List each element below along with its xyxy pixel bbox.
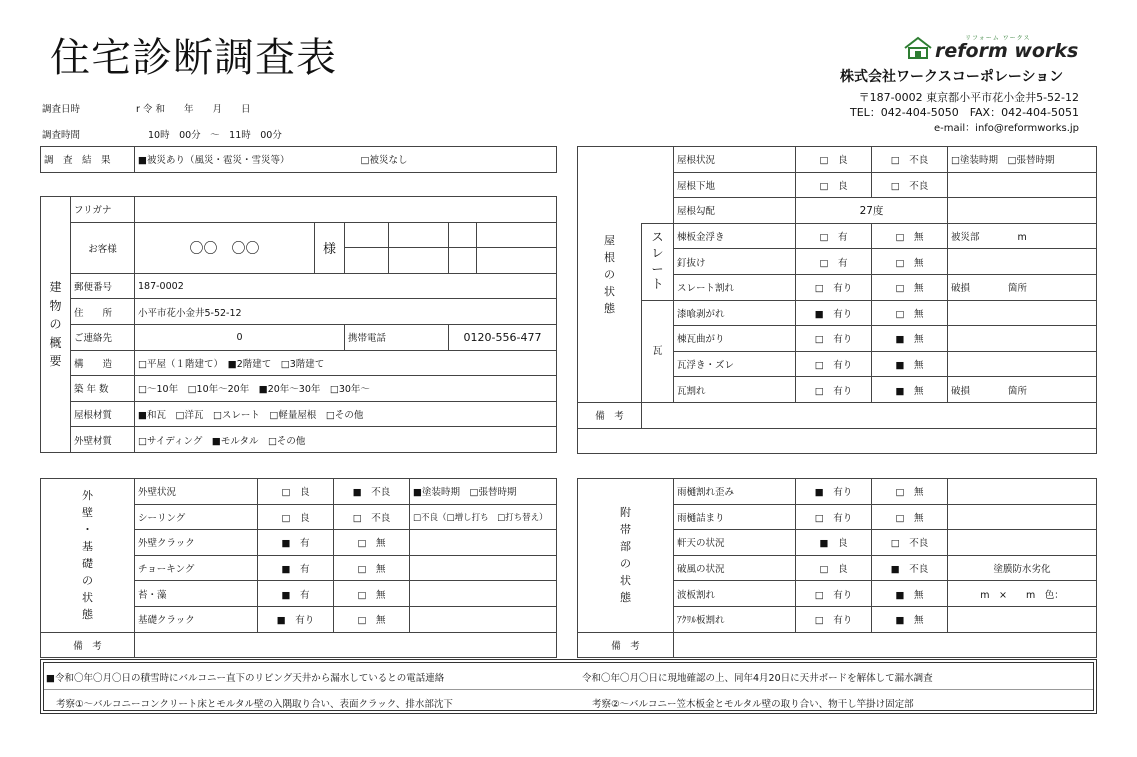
roof-remarks-field[interactable] bbox=[642, 402, 1097, 428]
roof-item: 釘抜け bbox=[674, 249, 796, 275]
roof-check-b[interactable]: □ 不良 bbox=[872, 147, 948, 173]
customer-extra-8[interactable] bbox=[477, 248, 557, 274]
attached-check-b[interactable]: □ 無 bbox=[872, 504, 948, 530]
wall-check-b[interactable]: □ 無 bbox=[334, 581, 410, 607]
roof-check-a[interactable]: □ 有り bbox=[796, 377, 872, 403]
building-table bbox=[40, 196, 557, 453]
time-value: 10時 00分 ～ 11時 00分 bbox=[148, 130, 282, 141]
wall-item: チョーキング bbox=[135, 555, 258, 581]
roof-remarks-label: 備 考 bbox=[578, 402, 642, 428]
attached-item: 破風の状況 bbox=[674, 555, 796, 581]
roof-check-c[interactable] bbox=[948, 172, 1097, 198]
wall-item: 外壁クラック bbox=[135, 530, 258, 556]
age-options[interactable]: □～10年 □10年～20年 ■20年～30年 □30年～ bbox=[135, 376, 557, 402]
roof-check-b[interactable]: □ 無 bbox=[872, 300, 948, 326]
attached-check-b[interactable]: □ 不良 bbox=[872, 530, 948, 556]
roof-check-a[interactable]: □ 良 bbox=[796, 147, 872, 173]
wall-check-c[interactable]: □不良（□増し打ち □打ち替え） bbox=[410, 504, 557, 530]
customer-extra-6[interactable] bbox=[389, 248, 449, 274]
page-title: 住宅診断調査表 bbox=[50, 35, 337, 81]
mobile-field[interactable]: 0120-556-477 bbox=[449, 324, 557, 350]
attached-check-a[interactable]: ■ 良 bbox=[796, 530, 872, 556]
wall-check-c[interactable] bbox=[410, 606, 557, 632]
customer-name[interactable]: 〇〇 〇〇 bbox=[135, 222, 315, 273]
customer-extra-3[interactable] bbox=[449, 222, 477, 248]
attached-check-c[interactable]: 塗膜防水劣化 bbox=[948, 555, 1097, 581]
roof-item: 棟瓦曲がり bbox=[674, 326, 796, 352]
roof-check-b[interactable]: ■ 無 bbox=[872, 326, 948, 352]
customer-label: お客様 bbox=[71, 222, 135, 273]
attached-check-a[interactable]: □ 良 bbox=[796, 555, 872, 581]
attached-item: 波板割れ bbox=[674, 581, 796, 607]
roof-check-b[interactable]: ■ 無 bbox=[872, 377, 948, 403]
roof-item: 屋根下地 bbox=[674, 172, 796, 198]
roof-check-c[interactable]: □塗装時期 □張替時期 bbox=[948, 147, 1097, 173]
date-label: 調査日時 bbox=[42, 104, 81, 115]
wall-remarks-field[interactable] bbox=[135, 632, 557, 658]
survey-label: 調 査 結 果 bbox=[41, 147, 135, 173]
wall-material-options[interactable]: □サイディング ■モルタル □その他 bbox=[135, 427, 557, 453]
contact-field[interactable]: 0 bbox=[135, 324, 345, 350]
attached-check-b[interactable]: ■ 無 bbox=[872, 581, 948, 607]
wall-item: 苔・藻 bbox=[135, 581, 258, 607]
roof-check-b[interactable]: □ 無 bbox=[872, 249, 948, 275]
structure-label: 構 造 bbox=[71, 350, 135, 376]
roof-item: スレート割れ bbox=[674, 274, 796, 300]
notes-separator bbox=[44, 689, 1093, 690]
slate-label: ス レ ー ト bbox=[642, 223, 674, 300]
note-line-2-right: 考察②～バルコニー笠木板金とモルタル壁の取り合い、物干し竿掛け固定部 bbox=[592, 699, 914, 710]
attached-check-c[interactable] bbox=[948, 530, 1097, 556]
roof-check-a[interactable]: □ 有り bbox=[796, 351, 872, 377]
roof-check-a[interactable]: □ 良 bbox=[796, 172, 872, 198]
attached-check-a[interactable]: □ 有り bbox=[796, 504, 872, 530]
roof-check-c[interactable] bbox=[948, 249, 1097, 275]
contact-label: ご連絡先 bbox=[71, 324, 135, 350]
attached-item: 雨樋割れ歪み bbox=[674, 479, 796, 505]
wall-check-b[interactable]: □ 無 bbox=[334, 606, 410, 632]
customer-extra-7[interactable] bbox=[449, 248, 477, 274]
roof-check-a[interactable]: □ 有り bbox=[796, 326, 872, 352]
attached-check-b[interactable]: ■ 不良 bbox=[872, 555, 948, 581]
address-label: 住 所 bbox=[71, 299, 135, 325]
roof-check-c[interactable] bbox=[948, 198, 1097, 224]
roof-section-label: 屋 根 の 状 態 bbox=[578, 147, 642, 403]
wall-check-b[interactable]: ■ 不良 bbox=[334, 479, 410, 505]
wall-check-b[interactable]: □ 無 bbox=[334, 530, 410, 556]
wall-remarks-label: 備 考 bbox=[41, 632, 135, 658]
roof-item: 漆喰剥がれ bbox=[674, 300, 796, 326]
roof-check-a[interactable]: □ 有り bbox=[796, 274, 872, 300]
roof-check-c[interactable] bbox=[948, 300, 1097, 326]
date-value: r 令 和 年 月 日 bbox=[136, 104, 251, 115]
wall-check-a[interactable]: ■ 有 bbox=[258, 581, 334, 607]
roof-state-table bbox=[577, 146, 1097, 454]
roof-check-c[interactable]: 破損 箇所 bbox=[948, 377, 1097, 403]
roof-item: 棟板金浮き bbox=[674, 223, 796, 249]
survey-option-none[interactable]: □被災なし bbox=[358, 147, 557, 173]
wall-check-c[interactable] bbox=[410, 555, 557, 581]
attached-check-b[interactable]: ■ 無 bbox=[872, 606, 948, 632]
wall-check-c[interactable]: ■塗装時期 □張替時期 bbox=[410, 479, 557, 505]
roof-item: 瓦浮き・ズレ bbox=[674, 351, 796, 377]
company-email: e-mail：info@reformworks.jp bbox=[933, 123, 1079, 134]
note-line-1-left: ■令和〇年〇月〇日の積雪時にバルコニー直下のリビング天井から漏水しているとの電話連絡 bbox=[46, 673, 445, 684]
customer-extra-4[interactable] bbox=[477, 222, 557, 248]
attached-state-table bbox=[577, 478, 1097, 658]
note-line-2-left: 考察①～バルコニーコンクリート床とモルタル壁の入隅取り合い、表面クラック、排水部沈下 bbox=[56, 699, 453, 710]
company-name: 株式会社ワークスコーポレーション bbox=[840, 69, 1064, 85]
attached-check-a[interactable]: ■ 有り bbox=[796, 479, 872, 505]
roof-spacer bbox=[642, 147, 674, 224]
wall-check-a[interactable]: ■ 有り bbox=[258, 606, 334, 632]
customer-extra-2[interactable] bbox=[389, 222, 449, 248]
roof-check-b[interactable]: ■ 無 bbox=[872, 351, 948, 377]
roof-material-label: 屋根材質 bbox=[71, 401, 135, 427]
age-label: 築 年 数 bbox=[71, 376, 135, 402]
roof-item: 瓦割れ bbox=[674, 377, 796, 403]
wall-state-table bbox=[40, 478, 557, 658]
notes-box bbox=[40, 659, 1097, 714]
roof-check-c[interactable]: 破損 箇所 bbox=[948, 274, 1097, 300]
postal-label: 郵便番号 bbox=[71, 273, 135, 299]
survey-result-table bbox=[40, 146, 557, 173]
roof-check-b[interactable]: □ 無 bbox=[872, 274, 948, 300]
wall-check-a[interactable]: ■ 有 bbox=[258, 555, 334, 581]
roof-pitch-value[interactable]: 27度 bbox=[796, 198, 948, 224]
furigana-field[interactable] bbox=[135, 197, 557, 223]
roof-check-a[interactable]: □ 有 bbox=[796, 223, 872, 249]
time-label: 調査時間 bbox=[42, 130, 81, 141]
attached-remarks-label: 備 考 bbox=[578, 632, 674, 658]
attached-section-label: 附 帯 部 の 状 態 bbox=[578, 479, 674, 633]
wall-check-a[interactable]: □ 良 bbox=[258, 479, 334, 505]
attached-check-c[interactable] bbox=[948, 606, 1097, 632]
postal-field[interactable]: 187-0002 bbox=[135, 273, 557, 299]
attached-check-c[interactable]: m × m 色： bbox=[948, 581, 1097, 607]
attached-check-b[interactable]: □ 無 bbox=[872, 479, 948, 505]
attached-remarks-field[interactable] bbox=[674, 632, 1097, 658]
customer-extra-5[interactable] bbox=[345, 248, 389, 274]
wall-material-label: 外壁材質 bbox=[71, 427, 135, 453]
house-logo-icon bbox=[903, 36, 933, 60]
wall-item: 基礎クラック bbox=[135, 606, 258, 632]
logo: reform works bbox=[935, 40, 1079, 62]
wall-item: シーリング bbox=[135, 504, 258, 530]
attached-check-a[interactable]: □ 有り bbox=[796, 581, 872, 607]
attached-check-c[interactable] bbox=[948, 504, 1097, 530]
logo-subtitle: リフォーム ワークス bbox=[965, 35, 1031, 42]
roof-item: 屋根勾配 bbox=[674, 198, 796, 224]
roof-check-a[interactable]: □ 有 bbox=[796, 249, 872, 275]
kawara-label: 瓦 bbox=[642, 300, 674, 402]
roof-check-a[interactable]: ■ 有り bbox=[796, 300, 872, 326]
furigana-label: フリガナ bbox=[71, 197, 135, 223]
building-section-label: 建 物 の 概 要 bbox=[41, 197, 71, 453]
roof-check-c[interactable] bbox=[948, 326, 1097, 352]
address-field[interactable]: 小平市花小金井5-52-12 bbox=[135, 299, 557, 325]
attached-item: 雨樋詰まり bbox=[674, 504, 796, 530]
roof-remarks-field-2[interactable] bbox=[578, 428, 1097, 454]
wall-check-c[interactable] bbox=[410, 581, 557, 607]
attached-check-c[interactable] bbox=[948, 479, 1097, 505]
attached-check-a[interactable]: □ 有り bbox=[796, 606, 872, 632]
attached-item: ｱｸﾘﾙ板割れ bbox=[674, 606, 796, 632]
company-tel: TEL：042-404-5050 FAX：042-404-5051 bbox=[849, 106, 1079, 119]
wall-item: 外壁状況 bbox=[135, 479, 258, 505]
roof-check-c[interactable]: 被災部 m bbox=[948, 223, 1097, 249]
wall-check-c[interactable] bbox=[410, 530, 557, 556]
wall-check-a[interactable]: □ 良 bbox=[258, 504, 334, 530]
attached-item: 軒天の状況 bbox=[674, 530, 796, 556]
roof-check-c[interactable] bbox=[948, 351, 1097, 377]
company-address: 〒187-0002 東京都小平市花小金井5-52-12 bbox=[858, 91, 1079, 104]
roof-material-options[interactable]: ■和瓦 □洋瓦 □スレート □軽量屋根 □その他 bbox=[135, 401, 557, 427]
survey-option-damaged[interactable]: ■被災あり（風災・雹災・雪災等） bbox=[135, 147, 358, 173]
customer-extra-1[interactable] bbox=[345, 222, 389, 248]
roof-item: 屋根状況 bbox=[674, 147, 796, 173]
note-line-1-right: 令和〇年〇月〇日に現地確認の上、同年4月20日に天井ボードを解体して漏水調査 bbox=[582, 673, 933, 684]
sama-label: 様 bbox=[315, 222, 345, 273]
structure-options[interactable]: □平屋（１階建て） ■2階建て □3階建て bbox=[135, 350, 557, 376]
wall-check-b[interactable]: □ 不良 bbox=[334, 504, 410, 530]
roof-check-b[interactable]: □ 無 bbox=[872, 223, 948, 249]
mobile-label: 携帯電話 bbox=[345, 324, 449, 350]
wall-section-label: 外 壁 ・ 基 礎 の 状 態 bbox=[41, 479, 135, 633]
roof-check-b[interactable]: □ 不良 bbox=[872, 172, 948, 198]
wall-check-a[interactable]: ■ 有 bbox=[258, 530, 334, 556]
wall-check-b[interactable]: □ 無 bbox=[334, 555, 410, 581]
